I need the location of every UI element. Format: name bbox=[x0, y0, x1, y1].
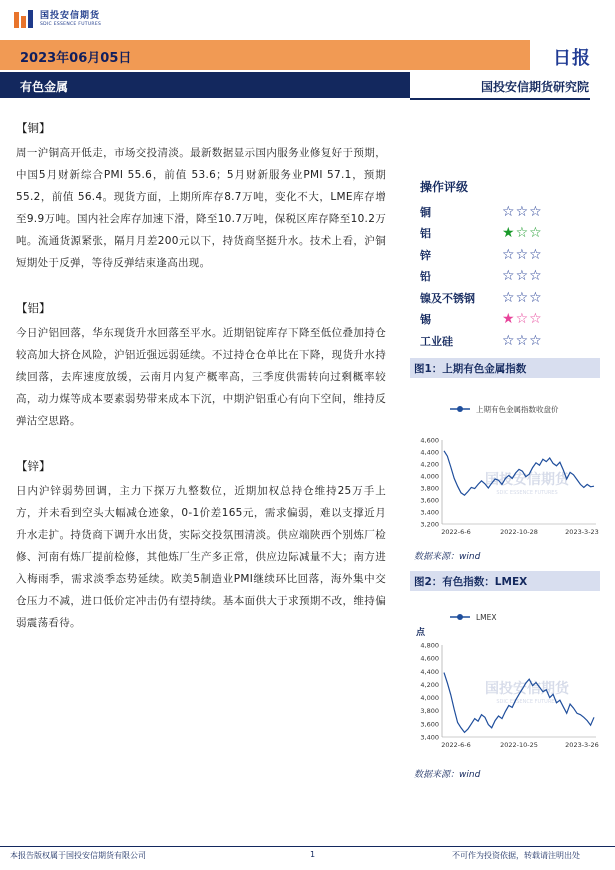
star-icon: ☆ bbox=[515, 225, 530, 242]
rating-stars bbox=[502, 333, 543, 349]
date-band bbox=[0, 40, 530, 70]
star-icon: ☆ bbox=[529, 332, 543, 349]
rating-row bbox=[420, 244, 590, 266]
logo-en-text: SDIC ESSENCE FUTURES bbox=[40, 22, 102, 28]
star-icon: ☆ bbox=[502, 289, 516, 306]
rating-stars bbox=[502, 247, 543, 263]
sector-title: 有色金属 bbox=[20, 80, 69, 94]
y-tick-label: 3,800 bbox=[420, 484, 439, 493]
x-tick-label: 2022-10-25 bbox=[500, 741, 538, 749]
commentary-column bbox=[16, 120, 386, 660]
x-tick-label: 2023-3-26 bbox=[565, 741, 599, 749]
page-number: 1 bbox=[310, 850, 316, 859]
rating-metal-name: 锡 bbox=[420, 313, 431, 327]
x-tick-label: 2023-3-23 bbox=[565, 528, 599, 536]
rating-row bbox=[420, 223, 590, 245]
star-icon: ☆ bbox=[515, 311, 530, 328]
footer-copyright: 本报告版权属于国投安信期货有限公司 bbox=[10, 851, 146, 860]
star-icon: ☆ bbox=[515, 268, 530, 285]
section-body: 周一沪铜高开低走，市场交投清淡。最新数据显示国内服务业修复好于预期，中国5月财新综合PMI 55.6，前值 53.6；5月财新服务业PMI 57.1，预期 55.2，前值 56.4。现货方面，上期所库存8.7万吨，变化不大，LME库存增至9.9万吨。国内社会库存加速下滑，降至10.7万吨，保税区库存降至10.2万吨。流通货源紧张，隔月月差200元以下，持货商坚挺升水。技术上看，沪铜短期处于反弹，等待反弹结束逢高出现。 bbox=[16, 147, 386, 269]
report-type-band bbox=[530, 40, 615, 70]
y-tick-label: 4,600 bbox=[420, 654, 439, 663]
y-tick-label: 4,200 bbox=[420, 460, 439, 469]
rating-stars bbox=[502, 268, 543, 284]
figure-1-source: 数据来源：wind bbox=[414, 552, 481, 562]
figure-1-chart bbox=[410, 382, 600, 542]
legend-label: 上期有色金属指数收盘价 bbox=[476, 405, 559, 414]
watermark-en-text: SDIC ESSENCE FUTURES bbox=[496, 699, 558, 705]
section-body: 日内沪锌弱势回调，主力下探万九整数位，近期加权总持仓维持25万手上方，并未看到空头大幅减仓迹象，0-1价差165元，需求偏弱，难以支撑近月升水走扩。持货商下调升水出货，实际交投氛围清淡。供应端陕西个别炼厂检修、河南有炼厂提前检修，其他炼厂生产多正常，供应边际减量不大；南方进入梅雨季，需求淡季态势延续。欧美5制造业PMI继续环比回落，海外集中交仓压力不减，进口低价定冲击仍有望持续。基本面供大于求预期不改，维持偏弱震荡看待。 bbox=[16, 485, 386, 629]
star-icon: ☆ bbox=[502, 203, 516, 220]
star-icon: ☆ bbox=[515, 203, 530, 220]
rating-stars bbox=[502, 204, 543, 220]
rating-table bbox=[420, 178, 590, 352]
y-tick-label: 3,800 bbox=[420, 707, 439, 716]
institute-band bbox=[410, 72, 615, 98]
star-icon: ☆ bbox=[529, 203, 543, 220]
figure-1-caption: 图1：上期有色金属指数 bbox=[410, 358, 600, 378]
section-copper bbox=[16, 120, 386, 274]
y-unit-label: 点 bbox=[416, 628, 426, 638]
figure-2-chart bbox=[410, 595, 600, 760]
legend-marker-icon bbox=[457, 614, 463, 620]
rating-metal-name: 铝 bbox=[420, 227, 431, 241]
report-date: 2023年06月05日 bbox=[20, 51, 132, 66]
figure-2-svg bbox=[410, 595, 600, 760]
rating-metal-name: 铅 bbox=[420, 270, 431, 284]
rating-row bbox=[420, 309, 590, 331]
rating-metal-name: 镍及不锈钢 bbox=[420, 291, 475, 305]
y-tick-label: 4,800 bbox=[420, 641, 439, 650]
figure-2-caption: 图2：有色指数：LMEX bbox=[410, 571, 600, 591]
y-tick-label: 3,600 bbox=[420, 720, 439, 729]
institute-name: 国投安信期货研究院 bbox=[480, 80, 589, 94]
rating-row bbox=[420, 201, 590, 223]
x-tick-label: 2022-10-28 bbox=[500, 528, 538, 536]
footer-disclaimer: 不可作为投资依据，转载请注明出处 bbox=[452, 851, 580, 860]
star-icon: ☆ bbox=[529, 246, 543, 263]
x-tick-label: 2022-6-6 bbox=[441, 528, 471, 536]
rating-stars bbox=[502, 290, 543, 306]
rating-row bbox=[420, 287, 590, 309]
star-icon: ☆ bbox=[529, 289, 543, 306]
legend-label: LMEX bbox=[476, 613, 497, 622]
figure-1-svg bbox=[410, 382, 600, 542]
logo-cn-text: 国投安信期货 bbox=[40, 11, 101, 22]
watermark-text: 国投安信期货 bbox=[485, 681, 569, 697]
footer-divider bbox=[0, 846, 615, 847]
y-tick-label: 3,400 bbox=[420, 733, 439, 742]
rating-stars bbox=[502, 225, 543, 241]
star-icon: ☆ bbox=[529, 311, 543, 328]
section-zinc bbox=[16, 458, 386, 634]
star-icon: ☆ bbox=[515, 289, 530, 306]
star-icon: ☆ bbox=[502, 332, 516, 349]
star-icon: ☆ bbox=[502, 268, 516, 285]
logo-mark-icon bbox=[14, 10, 36, 30]
y-tick-label: 4,400 bbox=[420, 448, 439, 457]
star-icon: ☆ bbox=[529, 225, 543, 242]
rating-row bbox=[420, 266, 590, 288]
report-type: 日报 bbox=[553, 48, 591, 69]
y-tick-label: 4,600 bbox=[420, 436, 439, 445]
rating-metal-name: 工业硅 bbox=[420, 334, 453, 348]
rating-metal-name: 锌 bbox=[420, 248, 431, 262]
y-tick-label: 3,400 bbox=[420, 508, 439, 517]
section-body: 今日沪铝回落，华东现货升水回落至平水。近期铝锭库存下降至低位叠加持仓较高加大挤仓风险，沪铝近强远弱延续。不过持仓仓单比在下降，现货升水持续回落，去库速度放缓，云南月内复产概率高，三季度供需转向过剩概率较高，动力煤等成本要素弱势带来成本下沉，中期沪铝重心有向下空间，维持反弹沽空思路。 bbox=[16, 327, 386, 427]
watermark-en-text: SDIC ESSENCE FUTURES bbox=[496, 490, 558, 496]
star-icon: ☆ bbox=[515, 332, 530, 349]
star-icon: ★ bbox=[502, 311, 516, 328]
header-divider bbox=[410, 98, 590, 100]
rating-metal-name: 铜 bbox=[420, 205, 431, 219]
y-tick-label: 4,000 bbox=[420, 472, 439, 481]
y-tick-label: 4,200 bbox=[420, 680, 439, 689]
star-icon: ☆ bbox=[529, 268, 543, 285]
y-tick-label: 3,600 bbox=[420, 496, 439, 505]
legend-marker-icon bbox=[457, 406, 463, 412]
y-tick-label: 4,400 bbox=[420, 667, 439, 676]
section-title: 【铜】 bbox=[16, 121, 51, 135]
company-logo bbox=[14, 10, 101, 30]
rating-stars bbox=[502, 311, 543, 327]
section-aluminium bbox=[16, 300, 386, 432]
rating-title: 操作评级 bbox=[420, 180, 469, 194]
y-tick-label: 4,000 bbox=[420, 694, 439, 703]
section-title: 【锌】 bbox=[16, 459, 51, 473]
star-icon: ★ bbox=[502, 225, 516, 242]
star-icon: ☆ bbox=[515, 246, 530, 263]
section-title: 【铝】 bbox=[16, 301, 51, 315]
figure-2-source: 数据来源：wind bbox=[414, 770, 481, 780]
x-tick-label: 2022-6-6 bbox=[441, 741, 471, 749]
y-tick-label: 3,200 bbox=[420, 520, 439, 529]
rating-row bbox=[420, 330, 590, 352]
watermark-text: 国投安信期货 bbox=[485, 472, 569, 488]
star-icon: ☆ bbox=[502, 246, 516, 263]
sector-band bbox=[0, 72, 410, 98]
